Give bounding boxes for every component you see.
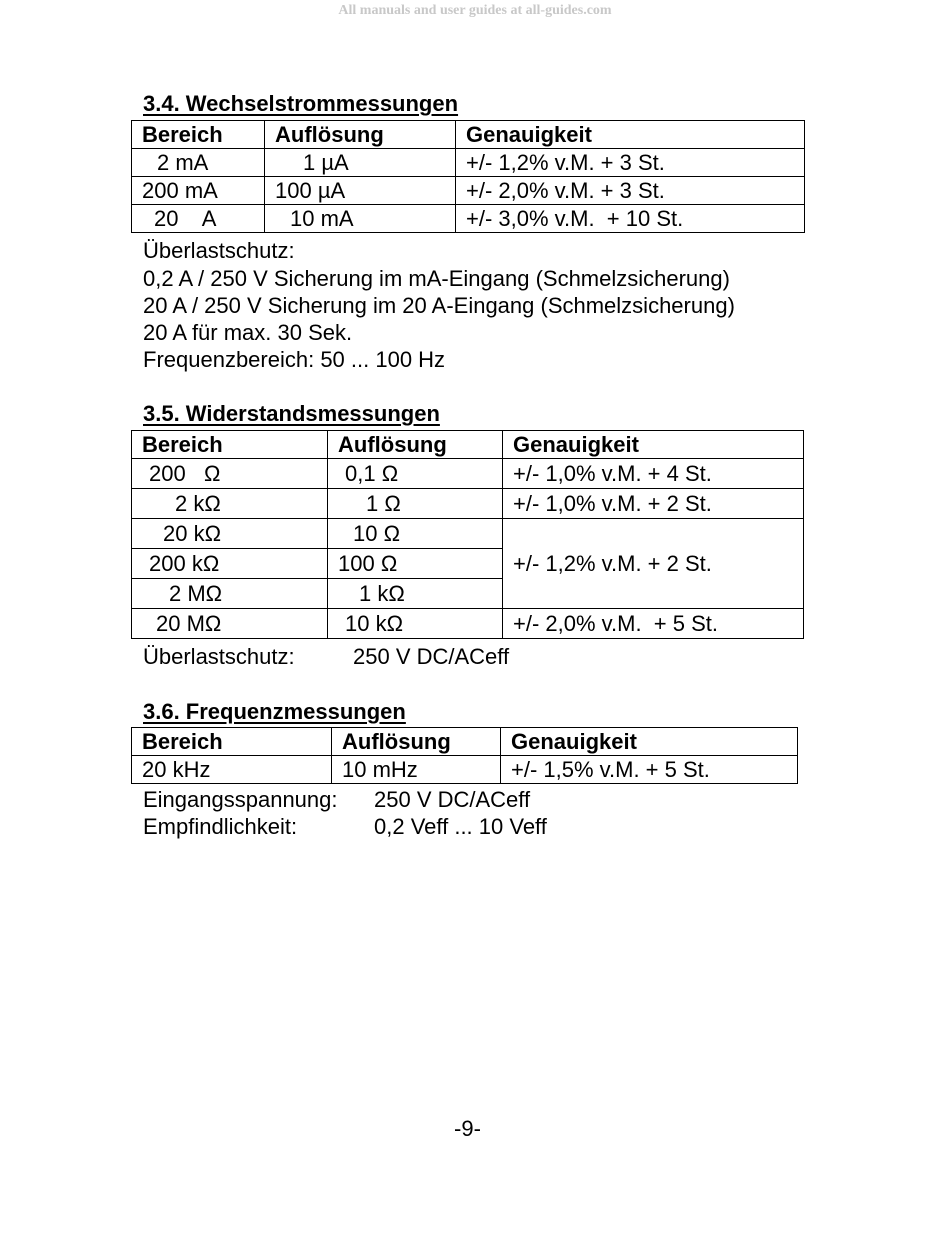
fuse-ma-note: 0,2 A / 250 V Sicherung im mA-Eingang (Schmelzsicherung) bbox=[143, 266, 730, 291]
overload-value: 250 V DC/ACeff bbox=[353, 644, 510, 669]
cell-resolution: 10 mA bbox=[265, 205, 456, 233]
cell-accuracy: +/- 1,2% v.M. + 3 St. bbox=[456, 149, 805, 177]
cell-accuracy: +/- 1,0% v.M. + 2 St. bbox=[503, 489, 804, 519]
cell-range: 20 kHz bbox=[132, 756, 332, 784]
heading-resistance: 3.5. Widerstandsmessungen bbox=[143, 401, 440, 426]
cell-resolution: 0,1 Ω bbox=[328, 459, 503, 489]
header-resolution: Auflösung bbox=[328, 431, 503, 459]
heading-frequency: 3.6. Frequenzmessungen bbox=[143, 699, 406, 724]
overload-label: Überlastschutz: bbox=[143, 644, 295, 669]
cell-range: 200 kΩ bbox=[132, 549, 328, 579]
cell-accuracy: +/- 1,5% v.M. + 5 St. bbox=[501, 756, 798, 784]
fuse-20a-note: 20 A / 250 V Sicherung im 20 A-Eingang (Schmelzsicherung) bbox=[143, 293, 735, 318]
table-row bbox=[132, 609, 804, 639]
cell-accuracy: +/- 2,0% v.M. + 5 St. bbox=[503, 609, 804, 639]
table-row bbox=[132, 459, 804, 489]
page-number: -9- bbox=[454, 1116, 481, 1141]
table-header-row bbox=[132, 431, 804, 459]
cell-range: 200 Ω bbox=[132, 459, 328, 489]
header-range: Bereich bbox=[132, 431, 328, 459]
watermark: All manuals and user guides at all-guides.com bbox=[338, 3, 612, 18]
cell-resolution: 1 Ω bbox=[328, 489, 503, 519]
table-row bbox=[132, 149, 805, 177]
cell-accuracy: +/- 2,0% v.M. + 3 St. bbox=[456, 177, 805, 205]
heading-ac-current: 3.4. Wechselstrommessungen bbox=[143, 91, 459, 116]
table-ac-current bbox=[131, 120, 805, 233]
table-row bbox=[132, 489, 804, 519]
cell-resolution: 100 Ω bbox=[328, 549, 503, 579]
cell-range: 2 mA bbox=[132, 149, 265, 177]
sensitivity-line bbox=[143, 813, 547, 841]
table-resistance bbox=[131, 430, 804, 639]
table-frequency bbox=[131, 727, 798, 784]
cell-resolution: 10 kΩ bbox=[328, 609, 503, 639]
cell-range: 20 A bbox=[132, 205, 265, 233]
header-resolution: Auflösung bbox=[332, 728, 501, 756]
cell-resolution: 1 µA bbox=[265, 149, 456, 177]
input-voltage-label: Eingangsspannung: bbox=[143, 787, 338, 812]
cell-accuracy: +/- 3,0% v.M. + 10 St. bbox=[456, 205, 805, 233]
table-row bbox=[132, 205, 805, 233]
cell-resolution: 1 kΩ bbox=[328, 579, 503, 609]
header-resolution: Auflösung bbox=[265, 121, 456, 149]
cell-range: 200 mA bbox=[132, 177, 265, 205]
frequency-range-note: Frequenzbereich: 50 ... 100 Hz bbox=[143, 347, 446, 372]
header-range: Bereich bbox=[132, 121, 265, 149]
sensitivity-value: 0,2 Veff ... 10 Veff bbox=[374, 814, 547, 839]
table-header-row bbox=[132, 728, 798, 756]
cell-accuracy-merged: +/- 1,2% v.M. + 2 St. bbox=[503, 519, 804, 609]
table-row bbox=[132, 519, 804, 549]
cell-range: 20 kΩ bbox=[132, 519, 328, 549]
cell-accuracy: +/- 1,0% v.M. + 4 St. bbox=[503, 459, 804, 489]
time-limit-note: 20 A für max. 30 Sek. bbox=[143, 320, 353, 345]
header-accuracy: Genauigkeit bbox=[503, 431, 804, 459]
cell-resolution: 10 Ω bbox=[328, 519, 503, 549]
cell-resolution: 100 µA bbox=[265, 177, 456, 205]
cell-range: 20 MΩ bbox=[132, 609, 328, 639]
header-accuracy: Genauigkeit bbox=[456, 121, 805, 149]
input-voltage-value: 250 V DC/ACeff bbox=[374, 787, 531, 812]
table-row bbox=[132, 756, 798, 784]
input-voltage-line bbox=[143, 786, 530, 814]
table-header-row bbox=[132, 121, 805, 149]
sensitivity-label: Empfindlichkeit: bbox=[143, 814, 298, 839]
cell-range: 2 kΩ bbox=[132, 489, 328, 519]
header-range: Bereich bbox=[132, 728, 332, 756]
overload-line bbox=[143, 643, 509, 671]
cell-range: 2 MΩ bbox=[132, 579, 328, 609]
table-row bbox=[132, 177, 805, 205]
overload-label: Überlastschutz: bbox=[143, 238, 295, 263]
cell-resolution: 10 mHz bbox=[332, 756, 501, 784]
header-accuracy: Genauigkeit bbox=[501, 728, 798, 756]
